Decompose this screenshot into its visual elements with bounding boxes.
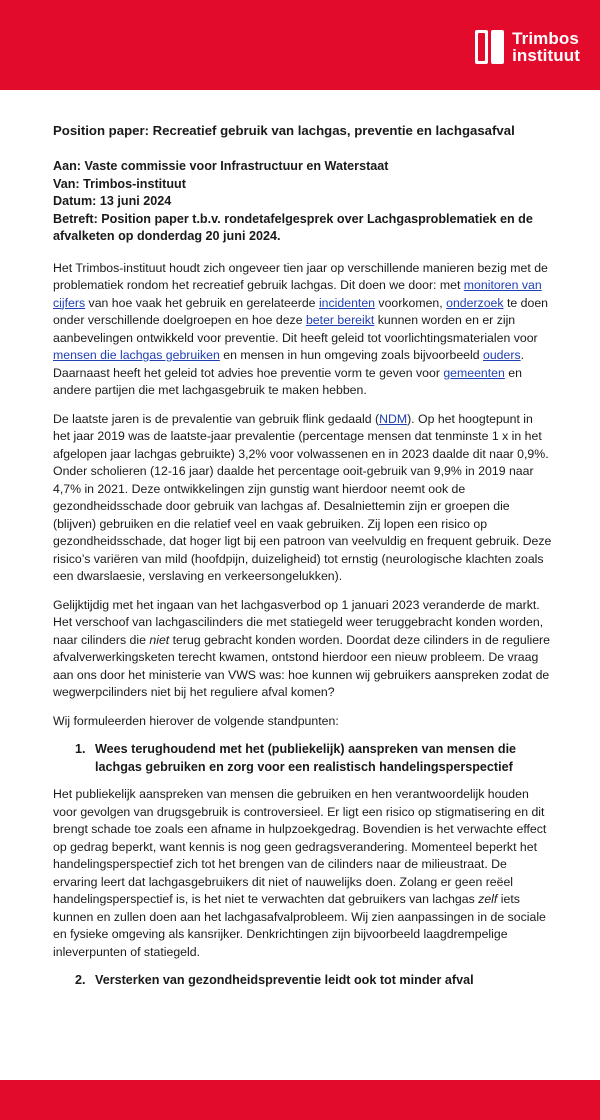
header-band bbox=[0, 0, 600, 90]
trimbos-logo-mark-icon bbox=[475, 30, 505, 64]
paragraph-standpunt-1 bbox=[53, 786, 553, 961]
link-beter-bereikt[interactable]: beter bereikt bbox=[305, 313, 375, 327]
link-gemeenten[interactable]: gemeenten bbox=[443, 365, 505, 380]
link-mensen-die-lachgas-gebruiken[interactable]: mensen die lachgas gebruiken bbox=[53, 348, 220, 362]
link-ouders[interactable]: ouders bbox=[483, 348, 521, 362]
text: Gelijktijdig met het ingaan van het lachgasverbod op 1 januari 2023 veranderde de markt. Het verschoof van lachgascilinders die met statiegeld weer teruggebracht konden worden, naar cilinders die bbox=[53, 597, 544, 647]
meta-van: Van: Trimbos-instituut bbox=[53, 176, 186, 191]
text: ). Op het hoogtepunt in het jaar 2019 was de laatste-jaar prevalentie (percentage mensen dat tenminste 1 x in het afgelopen jaar lachgas gebruikte) 3,2% voor volwassenen en in 2023 daalde dit naar 0,9%. Onder scholieren (12-16 jaar) daalde het percentage ooit-gebruik van 9,9% in 2019 naar 4,7% in 2021. Deze ontwikkelingen zijn gunstig want hierdoor neemt ook de gezondheidsschade door gebruik van lachgas af. Desalniettemin zijn er groepen die (blijven) gebruiken en die relatief veel en vaak gebruiken. Zij lopen een risico op gezondheidsschade, dat hoger ligt bij een patroon van veelvuldig en frequent gebruik. Deze risico’s variëren van mild (hoofdpijn, duizeligheid) tot ernstig (neurologische klachten zoals een dwarslaesie, verslaving en verkeersongelukken). bbox=[53, 411, 552, 583]
logo-line-2: instituut bbox=[512, 46, 580, 65]
footer-band bbox=[0, 1080, 600, 1120]
document-meta bbox=[53, 158, 553, 246]
meta-betreft: Betreft: Position paper t.b.v. rondetafelgesprek over Lachgasproblematiek en de afvalketen op donderdag 20 juni 2024. bbox=[53, 211, 533, 243]
document-body bbox=[53, 122, 553, 1000]
logo-line-1: Trimbos bbox=[512, 29, 579, 48]
text: te doen onder verschillende doelgroepen en hoe deze bbox=[53, 295, 548, 327]
text: en mensen in hun omgeving zoals bijvoorbeeld bbox=[219, 348, 483, 362]
paragraph-intro bbox=[53, 260, 553, 400]
text: en andere partijen die met lachgasgebruik te maken hebben. bbox=[53, 365, 522, 397]
meta-datum: Datum: 13 juni 2024 bbox=[53, 194, 172, 208]
paragraph-standpunten-intro: Wij formuleerden hierover de volgende standpunten: bbox=[53, 713, 339, 728]
text: Het publiekelijk aanspreken van mensen die gebruiken en hen verantwoordelijk houden voor gevolgen van drugsgebruik is controversieel. Er ligt een risico op stigmatisering en dit brengt schade toe zoals een afname in hulpzoekgedrag. Bovendien is het verwachte effect op gedrag beperkt, want kennis is nog geen gedragsverandering. Momenteel beperkt het handelingsperspectief zich tot het brengen van de cilinders naar de milieustraat. De ervaring leert dat lachgasgebruikers dit niet of nauwelijks doen. Zolang er geen reëel handelingsperspectief is, is het niet te verwachten dat gebruikers van lachgas bbox=[53, 787, 547, 906]
standpunt-2: 2. Versterken van gezondheidspreventie leidt ook tot minder afval bbox=[89, 972, 553, 990]
link-ndm[interactable]: NDM bbox=[379, 411, 408, 426]
text: . Daarnaast heeft het geleid tot advies hoe preventie vorm te geven voor bbox=[53, 348, 525, 380]
text: De laatste jaren is de prevalentie van gebruik flink gedaald ( bbox=[53, 411, 380, 426]
emphasis: zelf bbox=[478, 892, 498, 906]
standpunt-1: 1. Wees terughoudend met het (publiekelijk) aanspreken van mensen die lachgas gebruiken en zorg voor een realistisch handelingsperspectief bbox=[89, 741, 553, 776]
logo-text bbox=[512, 30, 580, 64]
paragraph-markt bbox=[53, 597, 553, 702]
paragraph-prevalentie bbox=[53, 411, 553, 586]
link-onderzoek[interactable]: onderzoek bbox=[446, 295, 504, 310]
text: voorkomen, bbox=[375, 295, 447, 310]
standpunten-list-2 bbox=[53, 972, 553, 990]
standpunten-list-1 bbox=[53, 741, 553, 776]
trimbos-logo[interactable] bbox=[475, 28, 580, 66]
link-monitoren-van-cijfers[interactable]: monitoren van cijfers bbox=[53, 278, 542, 310]
link-incidenten[interactable]: incidenten bbox=[318, 295, 376, 310]
text: van hoe vaak het gebruik en gerelateerde bbox=[85, 295, 319, 310]
text: terug gebracht konden worden. Doordat deze cilinders in de reguliere afvalverwerkingsketen terecht kwamen, ontstond hierdoor een nieuw probleem. De vraag aan ons door het ministerie van VWS was: hoe kunnen wij gebruikers aanspreken zodat de wegwerpcilinders niet bij het reguliere afval komen? bbox=[53, 632, 550, 699]
text: Het Trimbos-instituut houdt zich ongeveer tien jaar op verschillende manieren bezig met de problematiek rondom het recreatief gebruik lachgas. Dit doen we door: met bbox=[53, 260, 548, 292]
text: iets kunnen en zullen doen aan het lachgasafvalprobleem. Wij zien aanpassingen in de sociale en fysieke omgeving als kansrijker. Denkrichtingen zijn bijvoorbeeld laagdrempelige inleverpunten of statiegeld. bbox=[53, 892, 546, 959]
text: kunnen worden en er zijn aanbevelingen ontwikkeld voor preventie. Dit heeft geleid tot voorlichtingsmaterialen voor bbox=[53, 313, 538, 345]
emphasis: niet bbox=[149, 632, 170, 647]
document-title: Position paper: Recreatief gebruik van lachgas, preventie en lachgasafval bbox=[53, 123, 515, 138]
meta-aan: Aan: Vaste commissie voor Infrastructuur en Waterstaat bbox=[53, 159, 389, 173]
